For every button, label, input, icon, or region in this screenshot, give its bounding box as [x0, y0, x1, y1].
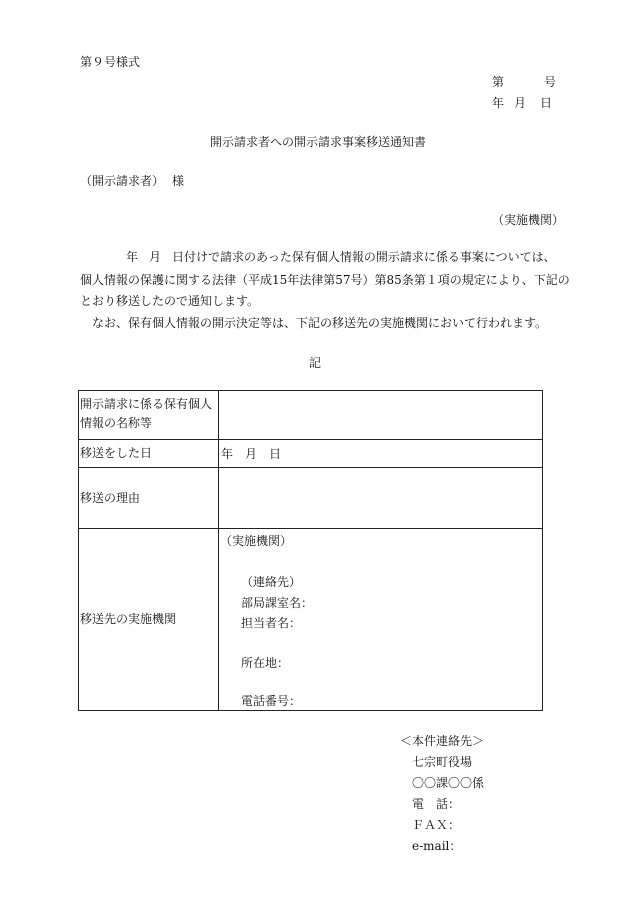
destination-contact-heading: （連絡先）	[241, 575, 302, 589]
transfer-date-day: 日	[269, 446, 282, 461]
transfer-details-table	[78, 390, 543, 711]
contact-email: e-mail：	[412, 839, 462, 853]
destination-department: 部局課室名：	[241, 596, 314, 610]
body-month: 月	[149, 250, 162, 264]
destination-person: 担当者名：	[241, 616, 302, 630]
destination-agency-name: （実施機関）	[220, 534, 293, 548]
table-row	[79, 468, 543, 529]
body-year: 年	[126, 250, 139, 264]
info-name-label	[79, 391, 219, 440]
destination-agency-label: 移送先の実施機関	[79, 529, 219, 711]
body-line-2: 個人情報の保護に関する法律（平成15年法律第57号）第85条第１項の規定により、下記の	[80, 273, 570, 287]
transfer-reason-label: 移送の理由	[79, 468, 219, 529]
info-name-label-line-1: 開示請求に係る保有個人	[80, 397, 213, 411]
ki-heading: 記	[309, 356, 322, 370]
contact-heading: ＜本件連絡先＞	[400, 734, 485, 748]
table-row	[79, 391, 543, 440]
transfer-date-value[interactable]	[219, 440, 543, 468]
doc-number-suffix: 号	[544, 75, 557, 89]
sender: （実施機関）	[492, 213, 565, 227]
destination-agency-value[interactable]	[219, 529, 543, 711]
document-number	[492, 76, 556, 88]
table-row	[79, 440, 543, 468]
body-line-1	[126, 251, 556, 263]
transfer-reason-value[interactable]	[219, 468, 543, 529]
issue-date-year: 年	[492, 96, 505, 110]
body-line-3: とおり移送したので通知します。	[80, 294, 260, 308]
destination-address: 所在地：	[241, 656, 290, 670]
contact-fax: ＦＡＸ：	[412, 818, 461, 832]
body-line-1-rest: 日付けで請求のあった保有個人情報の開示請求に係る事案については、	[172, 250, 556, 264]
issue-date	[492, 97, 552, 109]
addressee-name: （開示請求者）	[80, 174, 165, 188]
contact-box	[400, 731, 484, 857]
info-name-value[interactable]	[219, 391, 543, 440]
issue-date-day: 日	[540, 96, 553, 110]
info-name-label-line-2: 情報の名称等	[80, 416, 153, 430]
form-number: 第９号様式	[80, 55, 141, 69]
contact-tel: 電 話：	[412, 797, 461, 811]
addressee	[80, 175, 184, 187]
document-title: 開示請求者への開示請求事案移送通知書	[210, 135, 427, 149]
addressee-honorific: 様	[172, 174, 185, 188]
transfer-date-year: 年	[221, 446, 234, 461]
contact-office: 七宗町役場	[412, 755, 473, 769]
body-paragraph-2: なお、保有個人情報の開示決定等は、下記の移送先の実施機関において行われます。	[92, 316, 548, 330]
issue-date-month: 月	[514, 96, 527, 110]
destination-phone: 電話番号：	[241, 694, 302, 708]
transfer-date-label: 移送をした日	[79, 440, 219, 468]
transfer-date-month: 月	[245, 446, 258, 461]
contact-section: 〇〇課〇〇係	[412, 776, 485, 790]
doc-number-prefix: 第	[492, 75, 505, 89]
table-row	[79, 529, 543, 711]
